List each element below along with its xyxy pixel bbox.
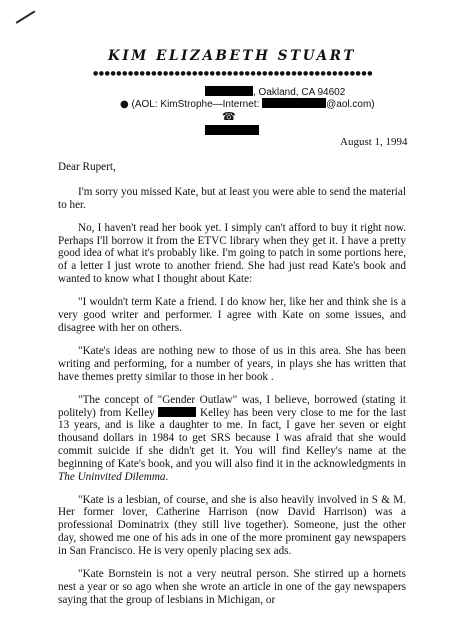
email-prefix: (AOL: KimStrophe—Internet: [131,99,260,110]
paragraph-6: "Kate is a lesbian, of course, and she is also heavily involved in S & M. Her former lover, Catherine Harrison (now David Harrison) was a professional Dominatrix (they still live together). Someone, just the other day, showed me one of his ads in one of the more prominent gay newspapers in San Francisco. He is very openly placing sex ads. [58,493,406,557]
email-line [120,98,375,110]
apple-icon: ● [120,99,129,110]
letterhead-name: KIM ELIZABETH STUART [108,48,356,64]
letter-date: August 1, 1994 [340,136,408,148]
city-state-zip: , Oakland, CA 94602 [253,87,346,98]
book-title: The Uninvited Dilemma [58,470,166,483]
paragraph-5-start: "The concept of "Gender Outlaw" was, I believe, borrowed (stating it politely) from Kelley [58,393,406,419]
paragraph-2: No, I haven't read her book yet. I simply can't afford to buy it right now. Perhaps I'll borrow it from the ETVC library when they get it. I have a pretty good idea of what it's probably like. I'm going to patch in some portions here, of a letter I just wrote to another friend. She had just read Kate's book and wanted to know what I thought about Kate: [58,221,406,285]
paragraph-4: "Kate's ideas are nothing new to those of us in this area. She has been writing and performing, for a number of years, in plays she has written that have themes pretty similar to those in her book . [58,344,406,383]
redacted-surname [158,407,196,417]
paragraph-5-mid: Kelley has been very close to me for the last 13 years, and is like a daughter to me. In fact, I gave her seven or eight thousand dollars in 1984 to get SRS because I was afraid that she would commit suicide if she didn't get it. You will find Kelley's name at the beginning of Kate's book, and you will also find it in the acknowledgments in [58,406,407,470]
paragraph-7: "Kate Bornstein is not a very neutral person. She stirred up a hornets nest a year or so ago when she wrote an article in one of the gay newspapers saying that the group of lesbians in Michigan, or [58,568,406,606]
telephone-icon: ☎ [222,110,236,123]
address-line [205,86,345,98]
letter-body [58,161,406,617]
paragraph-3: "I wouldn't term Kate a friend. I do know her, like her and think she is a very good writer and performer. I agree with Kate on some issues, and disagree with her on others. [58,296,406,334]
redacted-email [262,98,326,108]
email-suffix: @aol.com) [326,99,375,110]
pen-mark [16,10,35,23]
paragraph-1: I'm sorry you missed Kate, but at least you were able to send the material to her. [58,185,406,211]
paragraph-5: "The concept of "Gender Outlaw" was, I believe, borrowed (stating it politely) from Kelley Kelley has been very close to me for the last 13 years, and is like a daughter to me. In fact, I gave her seven or eight thousand dollars in 1984 to get SRS because I was afraid that she would commit suicide if she didn't get it. You will find Kelley's name at the beginning of Kate's book, and you will also find it in the acknowledgments in The Uninvited Dilemma. [58,393,407,483]
redacted-street [205,86,253,96]
greeting: Dear Rupert, [58,161,116,173]
redacted-phone [205,125,259,135]
letterhead-divider: ●●●●●●●●●●●●●●●●●●●●●●●●●●●●●●●●●●●●●●●●●●●●●●●● [92,70,374,77]
